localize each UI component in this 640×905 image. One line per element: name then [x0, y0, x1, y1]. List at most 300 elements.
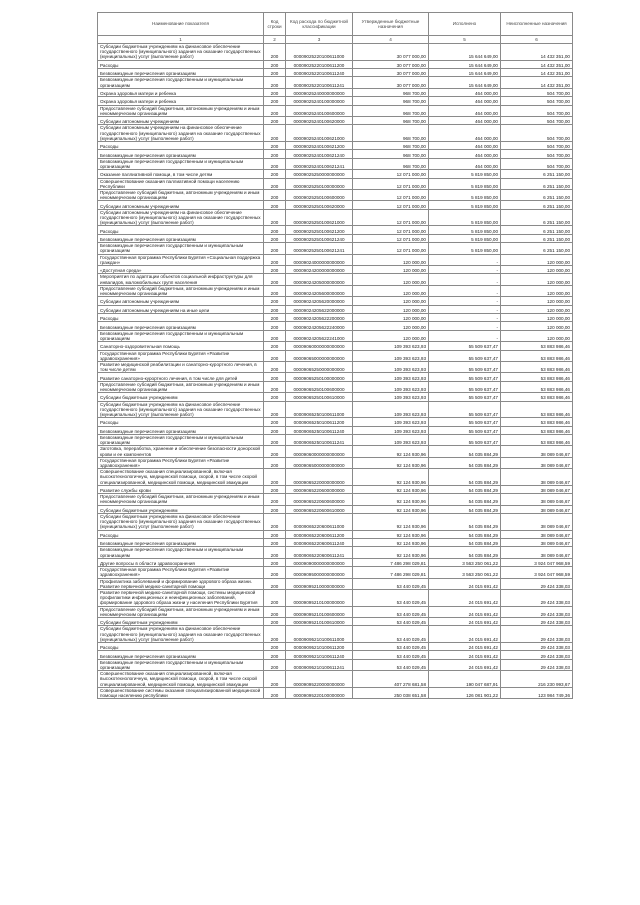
cell-approved: 7 486 298 029,81 — [353, 567, 429, 578]
cell-indicator-name: Предоставление субсидий бюджетным, автономным учреждениям и иным некоммерческим организациям — [98, 494, 264, 505]
cell-unexecuted: 123 984 749,36 — [501, 687, 573, 698]
cell-executed: 54 035 884,29 — [429, 538, 501, 546]
cell-line-code: 200 — [264, 513, 286, 530]
cell-approved: 109 393 623,93 — [353, 350, 429, 361]
table-row — [98, 659, 573, 670]
cell-budget-code: 00009025220100611241 — [286, 77, 353, 88]
cell-executed: 55 509 637,47 — [429, 426, 501, 434]
cell-approved: 12 071 000,00 — [353, 201, 429, 209]
table-row — [98, 361, 573, 372]
cell-line-code: 200 — [264, 434, 286, 445]
cell-executed: 5 819 850,00 — [429, 170, 501, 178]
table-row — [98, 469, 573, 486]
table-row — [98, 457, 573, 468]
cell-indicator-name: Предоставление субсидий бюджетным, автономным учреждениям и иным некоммерческим организациям — [98, 606, 264, 617]
cell-line-code: 200 — [264, 234, 286, 242]
cell-budget-code: 00009095210100611240 — [286, 651, 353, 659]
cell-approved: 12 071 000,00 — [353, 209, 429, 226]
cell-unexecuted: 504 700,00 — [501, 116, 573, 124]
cell-indicator-name: Государственная программа Республики Бурятия «Развитие здравоохранения» — [98, 567, 264, 578]
cell-approved: 7 486 298 029,81 — [353, 558, 429, 566]
cell-unexecuted: 3 924 047 968,59 — [501, 558, 573, 566]
cell-approved: 968 700,00 — [353, 88, 429, 96]
cell-indicator-name: Безвозмездные перечисления организациям — [98, 426, 264, 434]
cell-approved: 109 393 623,93 — [353, 434, 429, 445]
cell-unexecuted: 14 432 351,00 — [501, 60, 573, 68]
cell-budget-code: 00009095220100000000 — [286, 687, 353, 698]
cell-executed: 24 015 691,42 — [429, 617, 501, 625]
cell-line-code: 200 — [264, 617, 286, 625]
cell-budget-code: 00009024205622241000 — [286, 330, 353, 341]
table-row — [98, 589, 573, 606]
cell-unexecuted: 53 883 986,46 — [501, 434, 573, 445]
table-row — [98, 538, 573, 546]
cell-budget-code: 00009065250100611241 — [286, 434, 353, 445]
cell-indicator-name: Безвозмездные перечисления государственным и муниципальным организациям — [98, 77, 264, 88]
cell-indicator-name: Субсидии бюджетным учреждениям — [98, 505, 264, 513]
cell-unexecuted: 29 424 338,03 — [501, 626, 573, 643]
cell-budget-code: 00009065220600610000 — [286, 505, 353, 513]
cell-unexecuted: 38 089 046,67 — [501, 446, 573, 457]
table-row — [98, 116, 573, 124]
cell-approved: 92 124 930,96 — [353, 469, 429, 486]
cell-budget-code: 00009065220600611240 — [286, 538, 353, 546]
cell-line-code: 200 — [264, 606, 286, 617]
cell-executed: 464 000,00 — [429, 88, 501, 96]
cell-budget-code: 00009095210100000000 — [286, 589, 353, 606]
cell-indicator-name: Безвозмездные перечисления государственным и муниципальным организациям — [98, 547, 264, 558]
cell-line-code: 200 — [264, 141, 286, 149]
cell-approved: 120 000,00 — [353, 265, 429, 273]
cell-budget-code: 00009025240100621240 — [286, 150, 353, 158]
cell-unexecuted: 53 883 986,46 — [501, 350, 573, 361]
cell-executed: 464 000,00 — [429, 150, 501, 158]
cell-unexecuted: 120 000,00 — [501, 265, 573, 273]
cell-approved: 968 700,00 — [353, 125, 429, 142]
table-row — [98, 254, 573, 265]
cell-budget-code: 00009025250100620000 — [286, 201, 353, 209]
cell-approved: 92 124 930,96 — [353, 485, 429, 493]
table-row — [98, 426, 573, 434]
table-row — [98, 44, 573, 61]
cell-approved: 53 440 029,45 — [353, 642, 429, 650]
table-row — [98, 265, 573, 273]
cell-budget-code: 00009025250100000000 — [286, 178, 353, 189]
cell-approved: 12 071 000,00 — [353, 234, 429, 242]
column-number: 3 — [286, 36, 353, 44]
table-row — [98, 330, 573, 341]
cell-line-code: 200 — [264, 243, 286, 254]
table-row — [98, 141, 573, 149]
cell-unexecuted: 6 251 150,00 — [501, 189, 573, 200]
cell-budget-code: 00009095210100600000 — [286, 606, 353, 617]
cell-line-code: 200 — [264, 201, 286, 209]
cell-line-code: 200 — [264, 651, 286, 659]
cell-budget-code: 00009065250100000000 — [286, 373, 353, 381]
column-number: 4 — [353, 36, 429, 44]
cell-executed: 55 509 637,47 — [429, 381, 501, 392]
cell-executed: 15 644 649,00 — [429, 44, 501, 61]
cell-line-code: 200 — [264, 578, 286, 589]
cell-indicator-name: «Доступная среда» — [98, 265, 264, 273]
cell-executed: 15 644 649,00 — [429, 69, 501, 77]
cell-executed: 55 509 637,47 — [429, 434, 501, 445]
table-row — [98, 150, 573, 158]
cell-executed: 464 000,00 — [429, 105, 501, 116]
header-executed: Исполнено — [429, 13, 501, 36]
cell-indicator-name: Охрана здоровья матери и ребенка — [98, 88, 264, 96]
cell-budget-code: 00009025250100621240 — [286, 234, 353, 242]
table-row — [98, 243, 573, 254]
cell-executed: 54 035 884,29 — [429, 446, 501, 457]
cell-approved: 12 071 000,00 — [353, 178, 429, 189]
cell-executed: 24 015 691,42 — [429, 578, 501, 589]
cell-line-code: 200 — [264, 393, 286, 401]
table-row — [98, 234, 573, 242]
cell-budget-code: 00009095210100611200 — [286, 642, 353, 650]
cell-line-code: 200 — [264, 226, 286, 234]
cell-approved: 53 440 029,45 — [353, 651, 429, 659]
cell-indicator-name: Предоставление субсидий бюджетным, автономным учреждениям и иным некоммерческим организациям — [98, 189, 264, 200]
cell-indicator-name: Государственная программа Республики Бурятия «Социальная поддержка граждан» — [98, 254, 264, 265]
cell-budget-code: 00009024205622240000 — [286, 322, 353, 330]
cell-unexecuted: 29 424 338,03 — [501, 651, 573, 659]
cell-line-code: 200 — [264, 547, 286, 558]
cell-unexecuted: 120 000,00 — [501, 254, 573, 265]
table-header-row — [98, 13, 573, 36]
cell-budget-code: 00009025240100621200 — [286, 141, 353, 149]
cell-unexecuted: 29 424 338,03 — [501, 642, 573, 650]
cell-approved: 53 440 029,45 — [353, 617, 429, 625]
cell-approved: 92 124 930,96 — [353, 513, 429, 530]
cell-executed: 54 035 884,29 — [429, 530, 501, 538]
cell-line-code: 200 — [264, 254, 286, 265]
cell-approved: 120 000,00 — [353, 330, 429, 341]
cell-indicator-name: Расходы — [98, 60, 264, 68]
cell-indicator-name: Предоставление субсидий бюджетным, автономным учреждениям и иным некоммерческим организациям — [98, 285, 264, 296]
cell-executed: - — [429, 330, 501, 341]
cell-line-code: 200 — [264, 457, 286, 468]
cell-unexecuted: 120 000,00 — [501, 274, 573, 285]
cell-approved: 12 071 000,00 — [353, 226, 429, 234]
cell-executed: 24 015 691,42 — [429, 606, 501, 617]
cell-line-code: 200 — [264, 342, 286, 350]
cell-unexecuted: 6 251 150,00 — [501, 178, 573, 189]
cell-executed: 190 047 687,91 — [429, 671, 501, 688]
table-row — [98, 485, 573, 493]
cell-line-code: 200 — [264, 97, 286, 105]
table-row — [98, 226, 573, 234]
cell-executed: 5 819 850,00 — [429, 234, 501, 242]
cell-approved: 968 700,00 — [353, 150, 429, 158]
cell-indicator-name: Субсидии бюджетным учреждениям на финансовое обеспечение государственного (муниципального) задания на оказание государственных (муниципальных) услуг (выполнение работ) — [98, 513, 264, 530]
cell-indicator-name: Совершенствование оказания паллиативной помощи населению Республики — [98, 178, 264, 189]
cell-indicator-name: Субсидии бюджетным учреждениям на финансовое обеспечение государственного (муниципального) задания на оказание государственных (муниципальных) услуг (выполнение работ) — [98, 401, 264, 418]
cell-budget-code: 00009095000000000000 — [286, 567, 353, 578]
table-row — [98, 189, 573, 200]
cell-executed: 24 015 691,42 — [429, 626, 501, 643]
cell-indicator-name: Субсидии бюджетным учреждениям на финансовое обеспечение государственного (муниципального) задания на оказание государственных (муниципальных) услуг (выполнение работ) — [98, 626, 264, 643]
cell-unexecuted: 38 089 046,67 — [501, 513, 573, 530]
table-row — [98, 342, 573, 350]
cell-executed: 55 509 637,47 — [429, 361, 501, 372]
cell-line-code: 200 — [264, 178, 286, 189]
cell-indicator-name: Развитие медицинской реабилитации и санаторно-курортного лечения, в том числе детям — [98, 361, 264, 372]
cell-indicator-name: Безвозмездные перечисления организациям — [98, 150, 264, 158]
cell-indicator-name: Развитие санаторно-курортного лечения, в том числе для детей — [98, 373, 264, 381]
cell-indicator-name: Безвозмездные перечисления организациям — [98, 69, 264, 77]
cell-budget-code: 00009025220100611000 — [286, 44, 353, 61]
cell-line-code: 200 — [264, 322, 286, 330]
cell-approved: 53 440 029,45 — [353, 589, 429, 606]
cell-line-code: 200 — [264, 88, 286, 96]
header-indicator-name: Наименование показателя — [98, 13, 264, 36]
cell-line-code: 200 — [264, 189, 286, 200]
cell-unexecuted: 29 424 338,03 — [501, 617, 573, 625]
cell-line-code: 200 — [264, 297, 286, 305]
table-row — [98, 274, 573, 285]
cell-approved: 53 440 029,45 — [353, 606, 429, 617]
cell-line-code: 200 — [264, 170, 286, 178]
header-budget-code: Код расхода по бюджетной классификации — [286, 13, 353, 36]
cell-executed: 15 644 649,00 — [429, 60, 501, 68]
cell-unexecuted: 38 089 046,67 — [501, 469, 573, 486]
cell-unexecuted: 6 251 150,00 — [501, 170, 573, 178]
table-row — [98, 401, 573, 418]
cell-line-code: 200 — [264, 330, 286, 341]
cell-unexecuted: 53 883 986,46 — [501, 381, 573, 392]
cell-line-code: 200 — [264, 265, 286, 273]
cell-executed: 5 819 850,00 — [429, 178, 501, 189]
table-row — [98, 446, 573, 457]
cell-line-code: 200 — [264, 77, 286, 88]
cell-unexecuted: 38 089 046,67 — [501, 505, 573, 513]
cell-line-code: 200 — [264, 659, 286, 670]
cell-line-code: 200 — [264, 381, 286, 392]
cell-line-code: 200 — [264, 538, 286, 546]
cell-indicator-name: Субсидии автономным учреждениям — [98, 297, 264, 305]
cell-executed: 54 035 884,29 — [429, 494, 501, 505]
cell-budget-code: 00009065000000000000 — [286, 350, 353, 361]
cell-approved: 250 038 651,58 — [353, 687, 429, 698]
cell-unexecuted: 120 000,00 — [501, 322, 573, 330]
cell-approved: 109 393 623,93 — [353, 361, 429, 372]
cell-budget-code: 00009025250100621000 — [286, 209, 353, 226]
cell-budget-code: 00009025240100600000 — [286, 105, 353, 116]
cell-indicator-name: Расходы — [98, 226, 264, 234]
cell-indicator-name: Субсидии автономным учреждениям на финансовое обеспечение государственного (муниципального) задания на оказание государственных (муниципальных) услуг (выполнение работ) — [98, 209, 264, 226]
cell-indicator-name: Профилактика заболеваний и формирование здорового образа жизни. Развитие первичной медико-санитарной помощи — [98, 578, 264, 589]
cell-indicator-name: Безвозмездные перечисления организациям — [98, 538, 264, 546]
cell-executed: 24 015 691,42 — [429, 642, 501, 650]
cell-indicator-name: Безвозмездные перечисления государственным и муниципальным организациям — [98, 158, 264, 169]
cell-budget-code: 00009095210100610000 — [286, 617, 353, 625]
cell-indicator-name: Другие вопросы в области здравоохранения — [98, 558, 264, 566]
cell-indicator-name: Охрана здоровья матери и ребенка — [98, 97, 264, 105]
cell-budget-code: 00009065250100611000 — [286, 401, 353, 418]
header-unexecuted: Неисполненные назначения — [501, 13, 573, 36]
cell-unexecuted: 504 700,00 — [501, 150, 573, 158]
cell-approved: 120 000,00 — [353, 322, 429, 330]
cell-line-code: 200 — [264, 150, 286, 158]
cell-indicator-name: Развитие первичной медико-санитарной помощи, системы медицинской профилактики инфекционных и неинфекционных заболеваний, формирование здорового образа жизни у населения Республики Бурятия — [98, 589, 264, 606]
cell-executed: - — [429, 274, 501, 285]
cell-approved: 12 071 000,00 — [353, 170, 429, 178]
cell-line-code: 200 — [264, 158, 286, 169]
cell-indicator-name: Безвозмездные перечисления организациям — [98, 651, 264, 659]
table-row — [98, 418, 573, 426]
cell-budget-code: 00009024205622000000 — [286, 305, 353, 313]
cell-budget-code: 00009025240000000000 — [286, 88, 353, 96]
cell-executed: 55 509 637,47 — [429, 418, 501, 426]
table-row — [98, 606, 573, 617]
cell-executed: 55 509 637,47 — [429, 393, 501, 401]
cell-indicator-name: Государственная программа Республики Бурятия «Развитие здравоохранения» — [98, 350, 264, 361]
cell-executed: 54 035 884,29 — [429, 547, 501, 558]
column-number: 1 — [98, 36, 264, 44]
cell-executed: 15 644 649,00 — [429, 77, 501, 88]
cell-executed: 54 035 884,29 — [429, 469, 501, 486]
cell-executed: 126 081 901,22 — [429, 687, 501, 698]
cell-budget-code: 00009025250000000000 — [286, 170, 353, 178]
cell-approved: 92 124 930,96 — [353, 457, 429, 468]
column-number: 2 — [264, 36, 286, 44]
table-row — [98, 322, 573, 330]
table-row — [98, 671, 573, 688]
cell-line-code: 200 — [264, 558, 286, 566]
cell-unexecuted: 6 251 150,00 — [501, 201, 573, 209]
cell-unexecuted: 29 424 338,03 — [501, 589, 573, 606]
cell-budget-code: 00009024000000000000 — [286, 254, 353, 265]
table-row — [98, 567, 573, 578]
table-row — [98, 530, 573, 538]
cell-indicator-name: Расходы — [98, 642, 264, 650]
cell-indicator-name: Субсидии автономным учреждениям на иные цели — [98, 305, 264, 313]
cell-approved: 92 124 930,96 — [353, 494, 429, 505]
table-row — [98, 69, 573, 77]
column-number: 6 — [501, 36, 573, 44]
table-row — [98, 547, 573, 558]
table-row — [98, 178, 573, 189]
table-row — [98, 381, 573, 392]
cell-budget-code: 00009024205620000000 — [286, 297, 353, 305]
table-row — [98, 687, 573, 698]
cell-budget-code: 00009065220600611200 — [286, 530, 353, 538]
cell-budget-code: 00009095210000000000 — [286, 578, 353, 589]
report-sheet — [97, 12, 572, 699]
cell-budget-code: 00009065250100600000 — [286, 381, 353, 392]
cell-line-code: 200 — [264, 44, 286, 61]
table-row — [98, 434, 573, 445]
cell-indicator-name: Субсидии бюджетным учреждениям — [98, 393, 264, 401]
cell-unexecuted: 38 089 046,67 — [501, 530, 573, 538]
cell-indicator-name: Совершенствование системы оказания специализированной медицинской помощи населению республики — [98, 687, 264, 698]
cell-line-code: 200 — [264, 125, 286, 142]
cell-approved: 30 077 000,00 — [353, 69, 429, 77]
cell-executed: 464 000,00 — [429, 97, 501, 105]
table-row — [98, 617, 573, 625]
cell-unexecuted: 504 700,00 — [501, 141, 573, 149]
cell-budget-code: 00009065220000000000 — [286, 469, 353, 486]
cell-line-code: 200 — [264, 671, 286, 688]
cell-approved: 30 077 000,00 — [353, 44, 429, 61]
cell-line-code: 200 — [264, 642, 286, 650]
cell-approved: 92 124 930,96 — [353, 530, 429, 538]
cell-executed: 55 509 637,47 — [429, 350, 501, 361]
cell-unexecuted: 6 251 150,00 — [501, 243, 573, 254]
cell-executed: 55 509 637,47 — [429, 373, 501, 381]
table-row — [98, 209, 573, 226]
cell-unexecuted: 53 883 986,46 — [501, 426, 573, 434]
table-row — [98, 105, 573, 116]
cell-unexecuted: 14 432 351,00 — [501, 44, 573, 61]
cell-budget-code: 00009024205000000000 — [286, 274, 353, 285]
cell-approved: 120 000,00 — [353, 274, 429, 285]
cell-approved: 968 700,00 — [353, 116, 429, 124]
cell-line-code: 200 — [264, 469, 286, 486]
cell-line-code: 200 — [264, 116, 286, 124]
cell-approved: 92 124 930,96 — [353, 538, 429, 546]
cell-line-code: 200 — [264, 305, 286, 313]
cell-unexecuted: 53 883 986,46 — [501, 373, 573, 381]
cell-unexecuted: 6 251 150,00 — [501, 209, 573, 226]
cell-indicator-name: Расходы — [98, 141, 264, 149]
cell-executed: 464 000,00 — [429, 116, 501, 124]
cell-executed: - — [429, 305, 501, 313]
cell-unexecuted: 504 700,00 — [501, 105, 573, 116]
cell-indicator-name: Предоставление субсидий бюджетным, автономным учреждениям и иным некоммерческим организациям — [98, 105, 264, 116]
cell-indicator-name: Мероприятия по адаптации объектов социальной инфраструктуры для инвалидов, маломобильных групп населения — [98, 274, 264, 285]
table-row — [98, 77, 573, 88]
cell-unexecuted: 53 883 986,46 — [501, 401, 573, 418]
table-row — [98, 350, 573, 361]
cell-indicator-name: Субсидии бюджетным учреждениям на финансовое обеспечение государственного (муниципального) задания на оказание государственных (муниципальных) услуг (выполнение работ) — [98, 44, 264, 61]
table-row — [98, 505, 573, 513]
cell-unexecuted: 6 251 150,00 — [501, 234, 573, 242]
table-row — [98, 125, 573, 142]
cell-executed: 54 035 884,29 — [429, 485, 501, 493]
table-row — [98, 88, 573, 96]
cell-executed: - — [429, 285, 501, 296]
cell-indicator-name: Оказание паллиативной помощи, в том числе детям — [98, 170, 264, 178]
table-row — [98, 297, 573, 305]
cell-indicator-name: Совершенствование оказания специализированной, включая высокотехнологичную, медицинской помощи, скорой, в том числе скорой специализированной, медицинской помощи, медицинской эвакуации — [98, 469, 264, 486]
cell-indicator-name: Расходы — [98, 530, 264, 538]
budget-execution-table — [97, 12, 573, 699]
cell-line-code: 200 — [264, 209, 286, 226]
cell-indicator-name: Субсидии бюджетным учреждениям — [98, 617, 264, 625]
cell-executed: 464 000,00 — [429, 141, 501, 149]
table-row — [98, 97, 573, 105]
cell-line-code: 200 — [264, 687, 286, 698]
table-row — [98, 201, 573, 209]
table-row — [98, 305, 573, 313]
cell-approved: 53 440 029,45 — [353, 659, 429, 670]
cell-approved: 968 700,00 — [353, 97, 429, 105]
cell-line-code: 200 — [264, 494, 286, 505]
table-row — [98, 313, 573, 321]
table-row — [98, 285, 573, 296]
cell-executed: - — [429, 297, 501, 305]
cell-budget-code: 00009025250100621200 — [286, 226, 353, 234]
cell-budget-code: 00009024200000000000 — [286, 265, 353, 273]
cell-approved: 109 393 623,93 — [353, 381, 429, 392]
cell-unexecuted: 504 700,00 — [501, 125, 573, 142]
cell-line-code: 200 — [264, 313, 286, 321]
cell-executed: 54 035 884,29 — [429, 457, 501, 468]
cell-line-code: 200 — [264, 60, 286, 68]
column-number: 5 — [429, 36, 501, 44]
